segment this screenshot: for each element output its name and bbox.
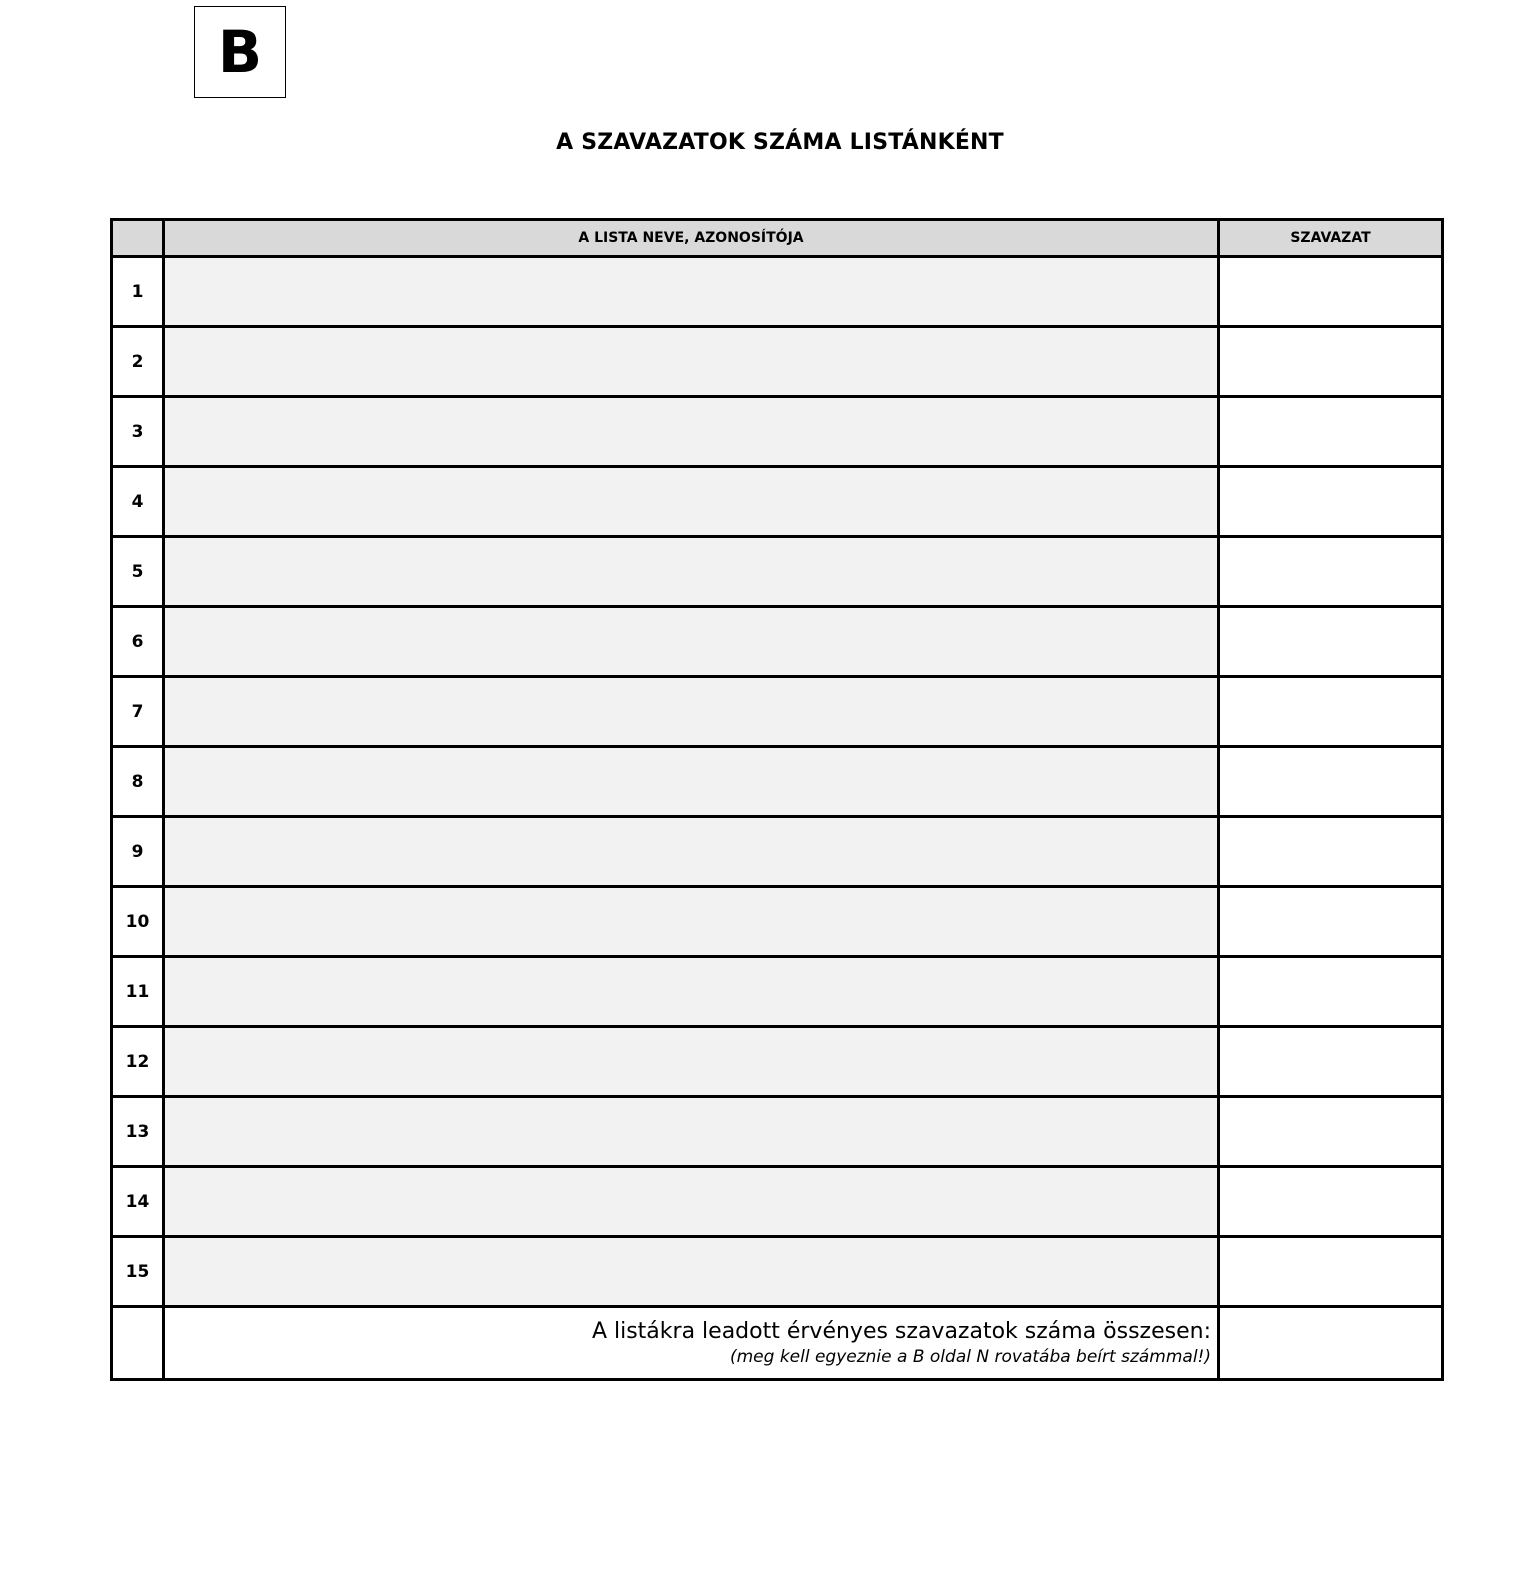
table-body bbox=[112, 257, 1443, 1380]
votes-cell[interactable] bbox=[1219, 257, 1443, 327]
section-letter: B bbox=[217, 18, 263, 86]
table-row bbox=[112, 1097, 1443, 1167]
table-row bbox=[112, 1237, 1443, 1307]
list-name-cell[interactable] bbox=[164, 747, 1219, 817]
row-number: 8 bbox=[112, 747, 164, 817]
row-number: 10 bbox=[112, 887, 164, 957]
section-letter-box bbox=[194, 6, 286, 98]
row-number: 12 bbox=[112, 1027, 164, 1097]
votes-cell[interactable] bbox=[1219, 747, 1443, 817]
table-header-row bbox=[112, 220, 1443, 257]
table-row bbox=[112, 607, 1443, 677]
header-votes: SZAVAZAT bbox=[1219, 220, 1443, 257]
list-name-cell[interactable] bbox=[164, 817, 1219, 887]
list-name-cell[interactable] bbox=[164, 607, 1219, 677]
list-name-cell[interactable] bbox=[164, 957, 1219, 1027]
total-votes-cell[interactable] bbox=[1219, 1307, 1443, 1380]
table-row bbox=[112, 1167, 1443, 1237]
row-number: 15 bbox=[112, 1237, 164, 1307]
list-name-cell[interactable] bbox=[164, 1027, 1219, 1097]
votes-cell[interactable] bbox=[1219, 1097, 1443, 1167]
table-row bbox=[112, 327, 1443, 397]
list-name-cell[interactable] bbox=[164, 1167, 1219, 1237]
row-number: 1 bbox=[112, 257, 164, 327]
votes-cell[interactable] bbox=[1219, 677, 1443, 747]
row-number: 13 bbox=[112, 1097, 164, 1167]
table-row bbox=[112, 1027, 1443, 1097]
row-number: 7 bbox=[112, 677, 164, 747]
header-number bbox=[112, 220, 164, 257]
list-name-cell[interactable] bbox=[164, 677, 1219, 747]
table-row bbox=[112, 887, 1443, 957]
votes-cell[interactable] bbox=[1219, 327, 1443, 397]
votes-cell[interactable] bbox=[1219, 607, 1443, 677]
table-row bbox=[112, 747, 1443, 817]
votes-cell[interactable] bbox=[1219, 537, 1443, 607]
table-row bbox=[112, 257, 1443, 327]
row-number: 6 bbox=[112, 607, 164, 677]
table-row bbox=[112, 677, 1443, 747]
list-name-cell[interactable] bbox=[164, 1097, 1219, 1167]
row-number: 5 bbox=[112, 537, 164, 607]
list-name-cell[interactable] bbox=[164, 257, 1219, 327]
row-number: 3 bbox=[112, 397, 164, 467]
votes-cell[interactable] bbox=[1219, 467, 1443, 537]
total-row bbox=[112, 1307, 1443, 1380]
row-number: 9 bbox=[112, 817, 164, 887]
page-title: A SZAVAZATOK SZÁMA LISTÁNKÉNT bbox=[556, 130, 1004, 155]
votes-cell[interactable] bbox=[1219, 1237, 1443, 1307]
table-row bbox=[112, 957, 1443, 1027]
total-label: A listákra leadott érvényes szavazatok száma összesen: bbox=[591, 1319, 1211, 1344]
votes-cell[interactable] bbox=[1219, 957, 1443, 1027]
list-name-cell[interactable] bbox=[164, 887, 1219, 957]
list-name-cell[interactable] bbox=[164, 467, 1219, 537]
row-number: 14 bbox=[112, 1167, 164, 1237]
row-number: 4 bbox=[112, 467, 164, 537]
total-label-cell bbox=[164, 1307, 1219, 1380]
votes-cell[interactable] bbox=[1219, 397, 1443, 467]
table-row bbox=[112, 537, 1443, 607]
table-row bbox=[112, 817, 1443, 887]
table-row bbox=[112, 467, 1443, 537]
list-name-cell[interactable] bbox=[164, 537, 1219, 607]
row-number: 2 bbox=[112, 327, 164, 397]
header-list-name: A LISTA NEVE, AZONOSÍTÓJA bbox=[164, 220, 1219, 257]
list-name-cell[interactable] bbox=[164, 1237, 1219, 1307]
list-name-cell[interactable] bbox=[164, 327, 1219, 397]
row-number: 11 bbox=[112, 957, 164, 1027]
table-row bbox=[112, 397, 1443, 467]
list-name-cell[interactable] bbox=[164, 397, 1219, 467]
total-note: (meg kell egyeznie a B oldal N rovatába beírt számmal!) bbox=[729, 1347, 1211, 1367]
votes-by-list-table bbox=[110, 218, 1444, 1381]
total-number-cell bbox=[112, 1307, 164, 1380]
votes-cell[interactable] bbox=[1219, 1167, 1443, 1237]
votes-cell[interactable] bbox=[1219, 1027, 1443, 1097]
votes-cell[interactable] bbox=[1219, 887, 1443, 957]
votes-cell[interactable] bbox=[1219, 817, 1443, 887]
